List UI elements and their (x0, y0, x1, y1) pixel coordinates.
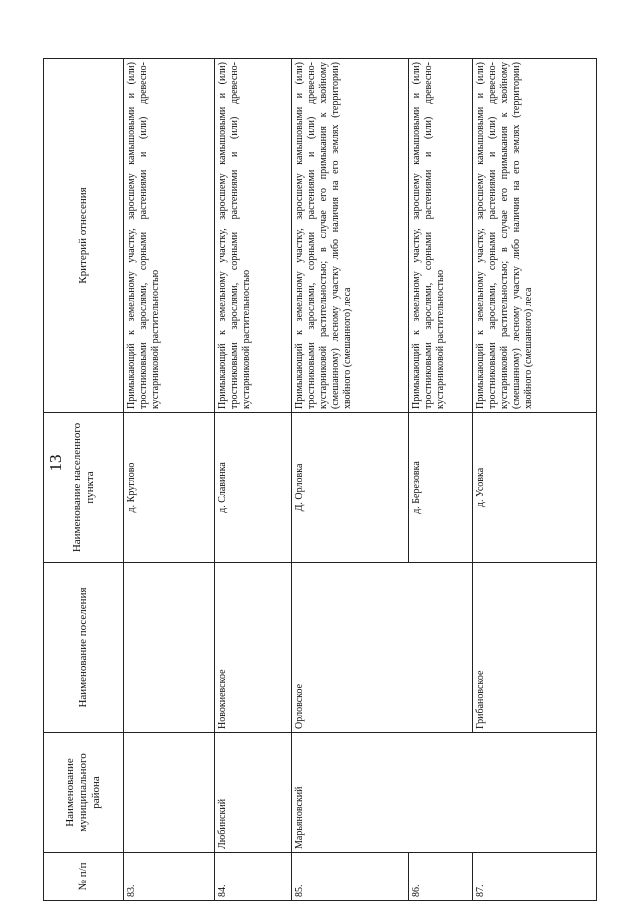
row-district (473, 733, 597, 853)
row-locality: Д. Орловка (292, 413, 409, 563)
row-num: 87. (473, 853, 597, 901)
row-criterion: Примыкающий к земельному участку, заросшему камышовыми и (или) тростниковыми зарослями, сорными растениями и (или) древесно-кустарниковой растительностью (409, 59, 473, 413)
table-row (124, 59, 215, 901)
row-locality: д. Березовка (409, 413, 473, 563)
row-criterion: Примыкающий к земельному участку, заросшему камышовыми и (или) тростниковыми зарослями, сорными растениями и (или) древесно-кустарниковой растительностью; в случае его примыкания к хвойному (смешанному) лесному участку либо наличия на его землях (территории) хвойного (смешанного) леса (473, 59, 597, 413)
row-criterion: Примыкающий к земельному участку, заросшему камышовыми и (или) тростниковыми зарослями, сорными растениями и (или) древесно-кустарниковой растительностью (124, 59, 215, 413)
row-locality: д. Славинка (215, 413, 292, 563)
table-body (124, 59, 597, 901)
header-settlement: Наименование поселения (44, 563, 124, 733)
row-district (409, 733, 473, 853)
row-criterion: Примыкающий к земельному участку, заросшему камышовыми и (или) тростниковыми зарослями, сорными растениями и (или) древесно-кустарниковой растительностью; в случае его примыкания к хвойному (смешанному) лесному участку либо наличия на его землях (территории) хвойного (смешанного) леса (292, 59, 409, 413)
header-locality: Наименование населенного пункта (44, 413, 124, 563)
row-district: Любинский (215, 733, 292, 853)
row-settlement: Орловское (292, 563, 409, 733)
page-number: 13 (46, 454, 65, 472)
row-settlement: Грибановское (473, 563, 597, 733)
table-row (215, 59, 292, 901)
row-district (124, 733, 215, 853)
header-criterion: Критерий отнесения (44, 59, 124, 413)
row-num: 84. (215, 853, 292, 901)
row-settlement (124, 563, 215, 733)
table-row (473, 59, 597, 901)
settlements-table (43, 58, 597, 901)
row-district: Марьяновский (292, 733, 409, 853)
row-settlement: Новокиевское (215, 563, 292, 733)
row-settlement (409, 563, 473, 733)
row-locality: д. Усовка (473, 413, 597, 563)
header-district: Наименование муниципального района (44, 733, 124, 853)
table-row (292, 59, 409, 901)
table-header (44, 59, 124, 901)
row-num: 86. (409, 853, 473, 901)
row-locality: д. Круглово (124, 413, 215, 563)
row-num: 83. (124, 853, 215, 901)
row-num: 85. (292, 853, 409, 901)
rotated-table-container (43, 59, 581, 901)
row-criterion: Примыкающий к земельному участку, заросшему камышовыми и (или) тростниковыми зарослями, сорными растениями и (или) древесно-кустарниковой растительностью (215, 59, 292, 413)
table-row (409, 59, 473, 901)
header-num: № п/п (44, 853, 124, 901)
